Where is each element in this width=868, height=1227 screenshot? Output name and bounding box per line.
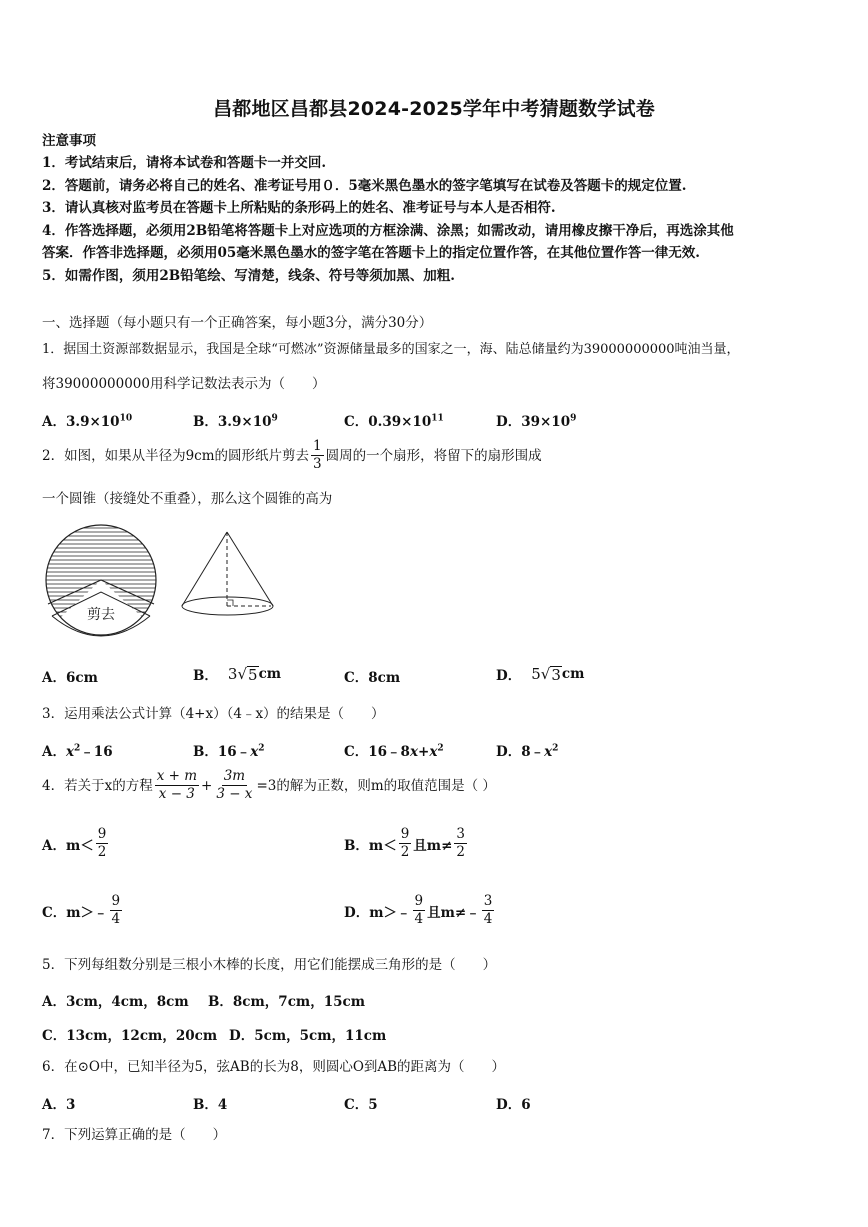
hatched-sector	[42, 528, 172, 644]
question-7: 7．下列运算正确的是（ ）	[42, 1127, 227, 1143]
q1-option-b[interactable]: B．$3.9\times 10^9$	[193, 413, 278, 430]
q3-option-b[interactable]: B．$16﹣x^2$	[193, 743, 265, 760]
question-5: 5．下列每组数分别是三根小木棒的长度，用它们能摆成三角形的是（ ）	[42, 957, 497, 973]
q5-option-d[interactable]: D．5cm，5cm，11cm	[229, 1028, 387, 1044]
q4-option-b[interactable]: B．m＜ $\frac{9}{2}$ 且m≠ $\frac{3}{2}$	[344, 826, 465, 860]
q1-option-c[interactable]: C．$0.39\times 10^{11}$	[344, 413, 444, 430]
fraction: $\frac{1}{3}$	[313, 438, 322, 472]
exam-title: 昌都地区昌都县2024-2025学年中考猜题数学试卷	[213, 98, 655, 120]
q6-option-c[interactable]: C．5	[344, 1097, 378, 1113]
notice-item: 答案．作答非选择题，必须用05毫米黑色墨水的签字笔在答题卡上的指定位置作答，在其他位置作答一律无效.	[42, 245, 700, 261]
q3-option-a[interactable]: A．$x^2﹣16$	[42, 743, 113, 760]
q5-option-c[interactable]: C．13cm，12cm，20cm	[42, 1028, 218, 1044]
question-6: 6．在⊙O中，已知半径为5，弦AB的长为8，则圆心O到AB的距离为（ ）	[42, 1059, 506, 1075]
notice-item: 5．如需作图，须用2B铅笔绘、写清楚，线条、符号等须加黑、加粗.	[42, 268, 455, 284]
q2-option-a[interactable]: A．6cm	[42, 670, 98, 686]
question-1-line1: 1．据国土资源部数据显示，我国是全球“可燃冰”资源储量最多的国家之一，海、陆总储量约为39000000000吨油当量，	[42, 342, 740, 357]
question-4: 4．若关于x的方程 $\frac{x + m}{x - 3}$ + $\frac{3m}{3 - x}$ =3的解为正数，则m的取值范围是（ ）	[42, 768, 496, 802]
q1-option-d[interactable]: D．$39\times 10^9$	[496, 413, 577, 430]
notice-heading: 注意事项	[42, 133, 96, 149]
notice-item: 4．作答选择题，必须用2B铅笔将答题卡上对应选项的方框涂满、涂黑；如需改动，请用橡皮擦干净后，再选涂其他	[42, 223, 734, 239]
q6-option-a[interactable]: A．3	[42, 1097, 76, 1113]
section-heading: 一、选择题（每小题只有一个正确答案，每小题3分，满分30分）	[42, 315, 433, 331]
q4-option-d[interactable]: D．m＞﹣ $\frac{9}{4}$ 且m≠﹣ $\frac{3}{4}$	[344, 893, 493, 927]
q3-option-c[interactable]: C．$16﹣8x+x^2$	[344, 743, 444, 760]
question-1-line2: 将39000000000用科学记数法表示为（ ）	[42, 376, 326, 392]
q1-option-a[interactable]: A．$3.9\times 10^{10}$	[42, 413, 133, 430]
question-2-line1: 2．如图，如果从半径为9cm的圆形纸片剪去 $\frac{1}{3}$ 圆周的一个扇形，将留下的扇形围成	[42, 438, 542, 472]
notice-item: 3．请认真核对监考员在答题卡上所粘贴的条形码上的姓名、准考证号与本人是否相符.	[42, 200, 556, 216]
q5-option-b[interactable]: B．8cm，7cm，15cm	[208, 994, 365, 1010]
question-2-line2: 一个圆锥（接缝处不重叠），那么这个圆锥的高为	[42, 491, 333, 507]
fraction: $\frac{x + m}{x - 3}$	[156, 768, 198, 802]
q2-option-b[interactable]: B． 3 √ 5 cm	[193, 665, 282, 684]
fraction: $\frac{3m}{3 - x}$	[216, 768, 253, 802]
q2-option-d[interactable]: D． 5 √ 3 cm	[496, 665, 585, 684]
q6-option-d[interactable]: D．6	[496, 1097, 531, 1113]
notice-item: 2．答题前，请务必将自己的姓名、准考证号用０．5毫米黑色墨水的签字笔填写在试卷及答题卡的规定位置.	[42, 178, 687, 194]
q4-option-a[interactable]: A．m＜ $\frac{9}{2}$	[42, 826, 107, 860]
question-3: 3．运用乘法公式计算（4+x）（4﹣x）的结果是（ ）	[42, 706, 385, 722]
q2-option-c[interactable]: C．8cm	[344, 670, 401, 686]
q4-option-c[interactable]: C．m＞﹣ $\frac{9}{4}$	[42, 893, 121, 927]
q3-option-d[interactable]: D．$8﹣x^2$	[496, 743, 559, 760]
q6-option-b[interactable]: B．4	[193, 1097, 228, 1113]
cut-label: 剪去	[87, 607, 115, 623]
q5-option-a[interactable]: A．3cm，4cm，8cm	[42, 994, 189, 1010]
notice-item: 1．考试结束后，请将本试卷和答题卡一并交回.	[42, 155, 327, 171]
circle-cone-figure	[42, 524, 282, 654]
cone	[182, 532, 273, 615]
